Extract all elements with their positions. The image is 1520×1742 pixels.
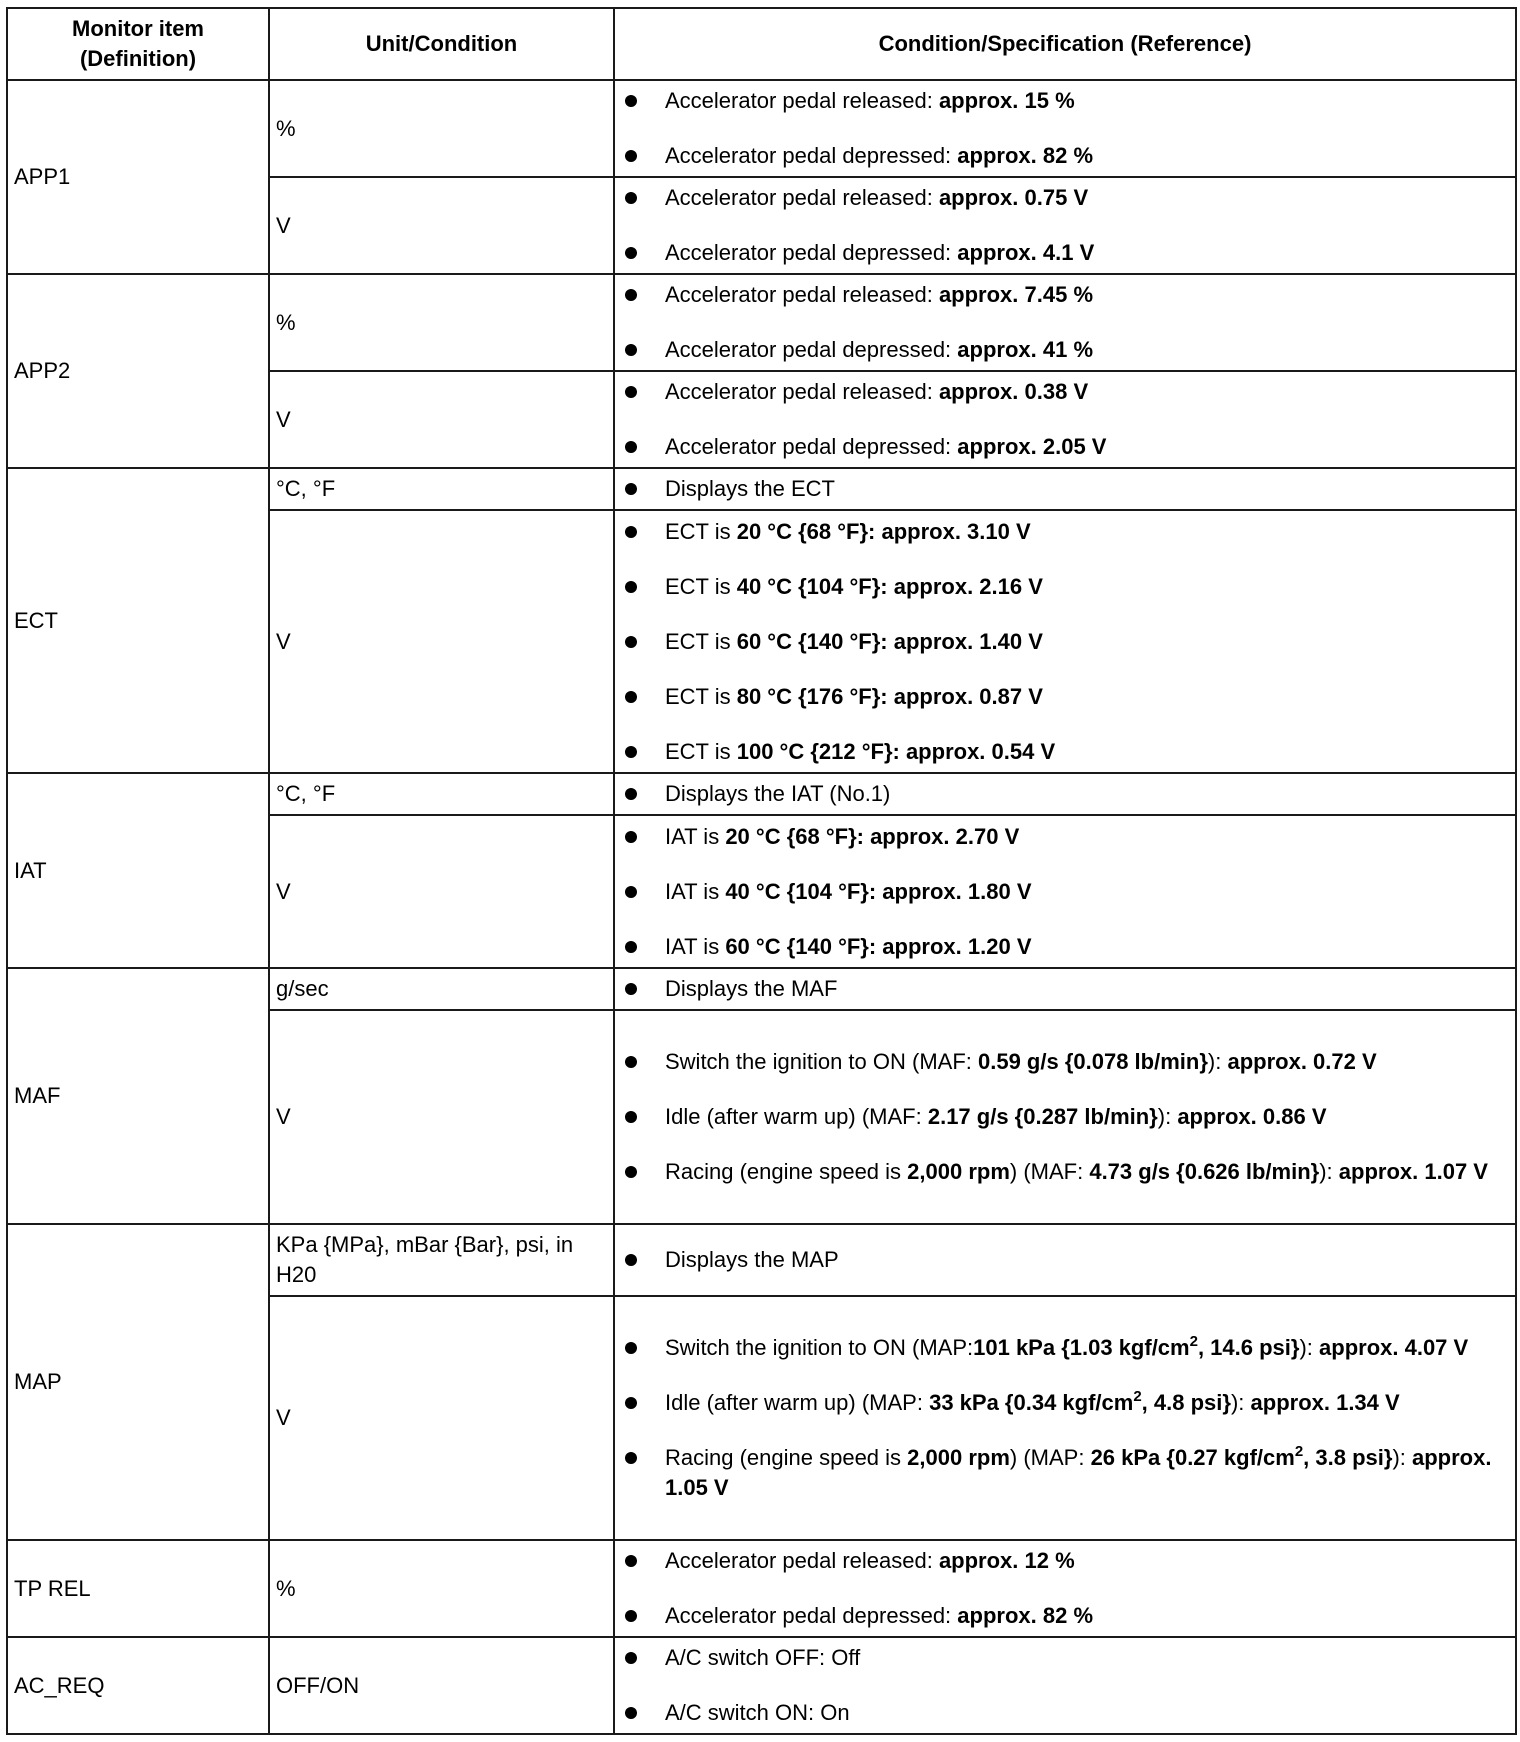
spec-item: Accelerator pedal depressed: approx. 2.05 V bbox=[621, 432, 1509, 462]
unit-cell: °C, °F bbox=[269, 468, 614, 510]
spec-cell bbox=[614, 510, 1516, 773]
spec-item: ECT is 60 °C {140 °F}: approx. 1.40 V bbox=[621, 627, 1509, 657]
spec-item: A/C switch OFF: Off bbox=[621, 1643, 1509, 1673]
spec-item: Accelerator pedal released: approx. 0.75 V bbox=[621, 183, 1509, 213]
monitor-spec-table bbox=[6, 7, 1517, 1735]
spec-cell bbox=[614, 1637, 1516, 1734]
spec-item: Accelerator pedal depressed: approx. 82 % bbox=[621, 141, 1509, 171]
spec-cell bbox=[614, 1540, 1516, 1637]
spec-item: Displays the ECT bbox=[621, 474, 1509, 504]
spec-item: Accelerator pedal released: approx. 0.38 V bbox=[621, 377, 1509, 407]
unit-cell: % bbox=[269, 1540, 614, 1637]
spec-item: Accelerator pedal released: approx. 15 % bbox=[621, 86, 1509, 116]
spec-item: IAT is 60 °C {140 °F}: approx. 1.20 V bbox=[621, 932, 1509, 962]
monitor-item-map: MAP bbox=[7, 1224, 269, 1540]
monitor-item-iat: IAT bbox=[7, 773, 269, 968]
unit-cell: OFF/ON bbox=[269, 1637, 614, 1734]
table-row bbox=[7, 1224, 1516, 1296]
spec-item: Accelerator pedal depressed: approx. 82 % bbox=[621, 1601, 1509, 1631]
monitor-item-tp-rel: TP REL bbox=[7, 1540, 269, 1637]
spec-cell bbox=[614, 968, 1516, 1010]
spec-item: Accelerator pedal depressed: approx. 4.1 V bbox=[621, 238, 1509, 268]
header-row bbox=[7, 8, 1516, 80]
table-row bbox=[7, 968, 1516, 1010]
spec-item: ECT is 80 °C {176 °F}: approx. 0.87 V bbox=[621, 682, 1509, 712]
spec-item: Switch the ignition to ON (MAF: 0.59 g/s {0.078 lb/min}): approx. 0.72 V bbox=[621, 1047, 1509, 1077]
spec-item: Racing (engine speed is 2,000 rpm) (MAP: 26 kPa {0.27 kgf/$cm^2$, 3.8 psi}): approx. 1.05 V bbox=[621, 1443, 1509, 1503]
spec-item: ECT is 40 °C {104 °F}: approx. 2.16 V bbox=[621, 572, 1509, 602]
spec-item: Switch the ignition to ON (MAP:101 kPa {1.03 kgf/$cm^2$, 14.6 psi}): approx. 4.07 V bbox=[621, 1333, 1509, 1363]
unit-cell: KPa {MPa}, mBar {Bar}, psi, in H20 bbox=[269, 1224, 614, 1296]
monitor-item-maf: MAF bbox=[7, 968, 269, 1224]
unit-cell: V bbox=[269, 1010, 614, 1224]
spec-cell bbox=[614, 815, 1516, 968]
unit-cell: V bbox=[269, 177, 614, 274]
header-monitor-item: Monitor item (Definition) bbox=[7, 8, 269, 80]
header-condition-spec: Condition/Specification (Reference) bbox=[614, 8, 1516, 80]
unit-cell: % bbox=[269, 274, 614, 371]
spec-item: Accelerator pedal released: approx. 7.45 % bbox=[621, 280, 1509, 310]
table-row bbox=[7, 1540, 1516, 1637]
spec-cell bbox=[614, 80, 1516, 177]
unit-cell: V bbox=[269, 815, 614, 968]
spec-item: Racing (engine speed is 2,000 rpm) (MAF: 4.73 g/s {0.626 lb/min}): approx. 1.07 V bbox=[621, 1157, 1509, 1187]
spec-item: IAT is 20 °C {68 °F}: approx. 2.70 V bbox=[621, 822, 1509, 852]
spec-item: Displays the IAT (No.1) bbox=[621, 779, 1509, 809]
spec-item: Accelerator pedal released: approx. 12 % bbox=[621, 1546, 1509, 1576]
spec-item: Idle (after warm up) (MAP: 33 kPa {0.34 kgf/$cm^2$, 4.8 psi}): approx. 1.34 V bbox=[621, 1388, 1509, 1418]
table-row bbox=[7, 1637, 1516, 1734]
spec-item: ECT is 20 °C {68 °F}: approx. 3.10 V bbox=[621, 517, 1509, 547]
unit-cell: % bbox=[269, 80, 614, 177]
monitor-item-app1: APP1 bbox=[7, 80, 269, 274]
unit-cell: °C, °F bbox=[269, 773, 614, 815]
header-unit-condition: Unit/Condition bbox=[269, 8, 614, 80]
spec-cell bbox=[614, 1224, 1516, 1296]
unit-cell: V bbox=[269, 1296, 614, 1540]
spec-item: Accelerator pedal depressed: approx. 41 % bbox=[621, 335, 1509, 365]
spec-cell bbox=[614, 1296, 1516, 1540]
table-row bbox=[7, 80, 1516, 177]
monitor-item-ac-req: AC_REQ bbox=[7, 1637, 269, 1734]
unit-cell: V bbox=[269, 371, 614, 468]
monitor-item-app2: APP2 bbox=[7, 274, 269, 468]
spec-item: Displays the MAP bbox=[621, 1245, 1509, 1275]
spec-cell bbox=[614, 468, 1516, 510]
spec-item: A/C switch ON: On bbox=[621, 1698, 1509, 1728]
table-row bbox=[7, 274, 1516, 371]
spec-cell bbox=[614, 371, 1516, 468]
spec-cell bbox=[614, 274, 1516, 371]
spec-cell bbox=[614, 177, 1516, 274]
spec-item: IAT is 40 °C {104 °F}: approx. 1.80 V bbox=[621, 877, 1509, 907]
spec-item: Idle (after warm up) (MAF: 2.17 g/s {0.287 lb/min}): approx. 0.86 V bbox=[621, 1102, 1509, 1132]
table-row bbox=[7, 468, 1516, 510]
spec-item: ECT is 100 °C {212 °F}: approx. 0.54 V bbox=[621, 737, 1509, 767]
spec-item: Displays the MAF bbox=[621, 974, 1509, 1004]
unit-cell: V bbox=[269, 510, 614, 773]
unit-cell: g/sec bbox=[269, 968, 614, 1010]
spec-cell bbox=[614, 773, 1516, 815]
table-row bbox=[7, 773, 1516, 815]
spec-cell bbox=[614, 1010, 1516, 1224]
monitor-item-ect: ECT bbox=[7, 468, 269, 773]
